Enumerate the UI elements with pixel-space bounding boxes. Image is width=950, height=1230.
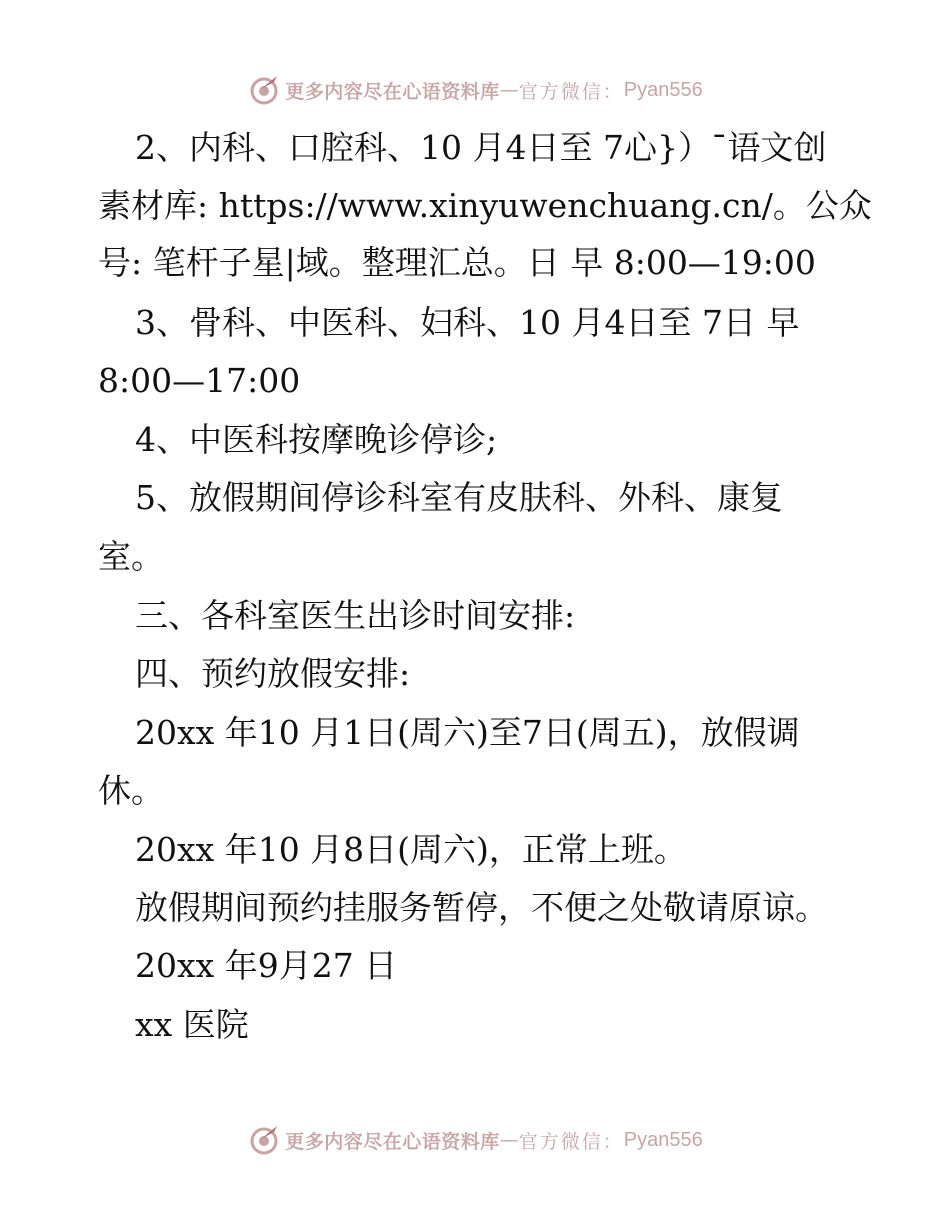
watermark-wechat-label: 官方微信： <box>518 1130 624 1153</box>
body-line: 四、预约放假安排: <box>135 654 411 693</box>
watermark-separator: — <box>499 1129 519 1151</box>
body-line: 20xx 年10 月8日(周六)，正常上班。 <box>135 830 687 869</box>
logo-icon <box>247 1123 281 1157</box>
footer-watermark <box>0 1120 950 1160</box>
body-line: 3、骨科、中医科、妇科、10 月4日至 7日 早 <box>135 303 800 342</box>
header-watermark <box>0 70 950 110</box>
watermark-wechat-id: Pyan556 <box>623 78 703 101</box>
body-line: 放假期间预约挂服务暂停，不便之处敬请原谅。 <box>135 888 828 927</box>
body-line: xx 医院 <box>135 1005 249 1044</box>
body-line: 8:00—17:00 <box>98 361 301 400</box>
body-line: 三、各科室医生出诊时间安排: <box>135 596 576 635</box>
watermark-site-text: 更多内容尽在心语资料库 <box>285 80 500 103</box>
body-line: 室。 <box>98 537 164 576</box>
body-line: 休。 <box>98 771 164 810</box>
logo-icon <box>247 73 281 107</box>
body-line: 20xx 年10 月1日(周六)至7日(周五)，放假调 <box>135 713 800 752</box>
body-line: 20xx 年9月27 日 <box>135 946 398 985</box>
watermark-wechat-label: 官方微信： <box>518 80 624 103</box>
body-line: 号: 笔杆子星|域。整理汇总。日 早 8:00—19:00 <box>98 243 816 282</box>
body-line: 5、放假期间停诊科室有皮肤科、外科、康复 <box>135 478 783 517</box>
body-line: 4、中医科按摩晚诊停诊; <box>135 420 498 459</box>
watermark-separator: — <box>499 79 519 101</box>
watermark-wechat-id: Pyan556 <box>623 1128 703 1151</box>
watermark-site-text: 更多内容尽在心语资料库 <box>285 1130 500 1153</box>
body-line: 素材库: https://www.xinyuwenchuang.cn/。公众 <box>98 186 872 225</box>
body-line: 2、内科、口腔科、10 月4日至 7心}）¯语文创 <box>135 128 827 167</box>
